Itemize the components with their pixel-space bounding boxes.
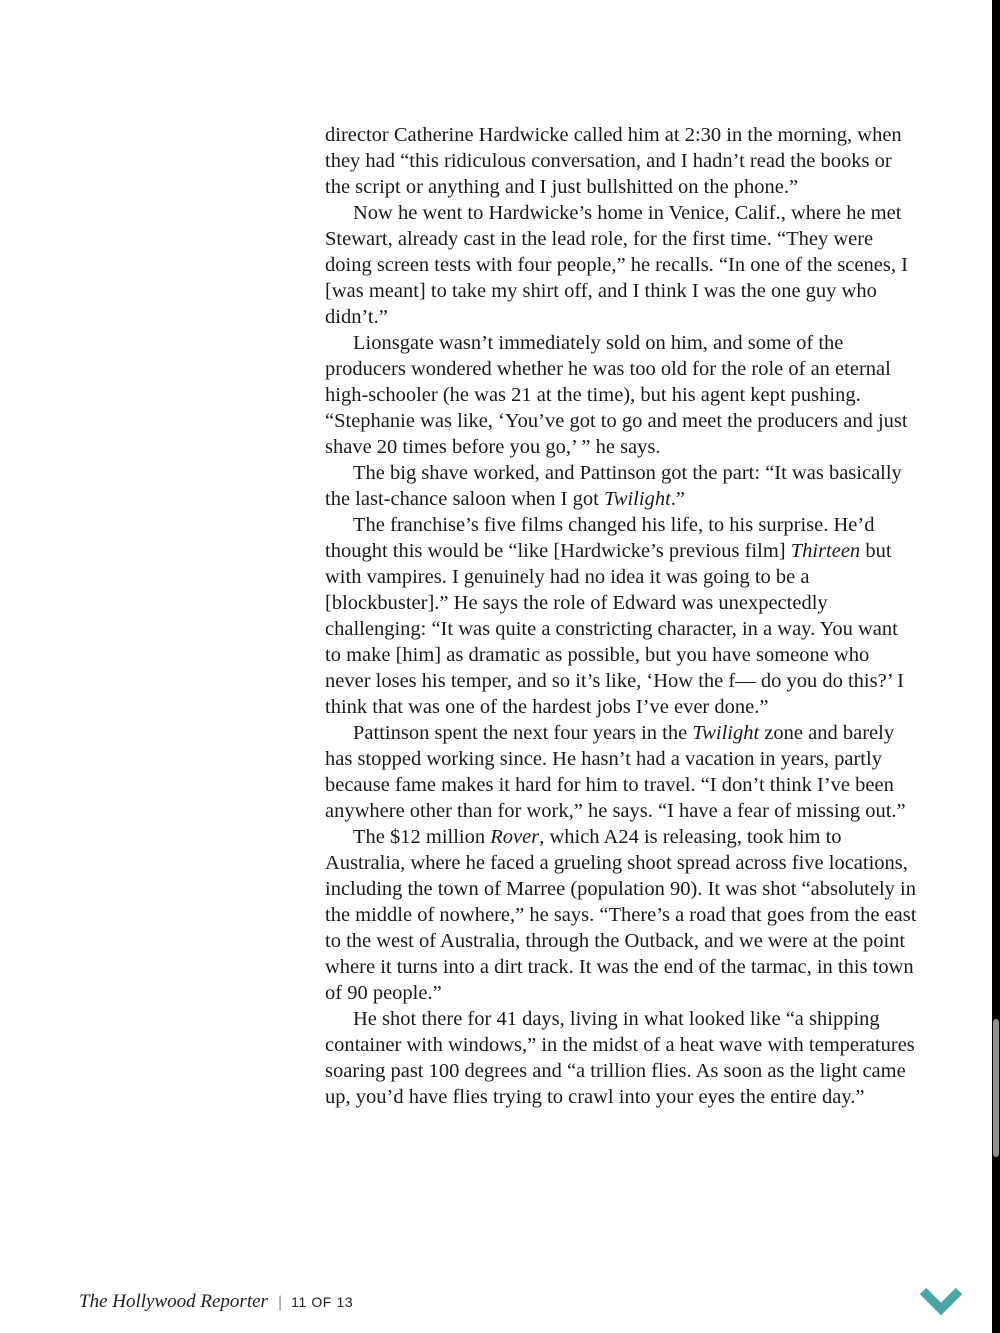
article-paragraph xyxy=(325,460,917,512)
body-text: He shot there for 41 days, living in what looked like “a shipping container with windows,” in the midst of a heat wave with temperatures soaring past 100 degrees and “a trillion flies. As soon as the light came up, you’d have flies trying to crawl into your eyes the entire day.” xyxy=(325,1008,915,1108)
body-text: , which A24 is releasing, took him to Australia, where he faced a grueling shoot spread across five locations, including the town of Marree (population 90). It was shot “absolutely in the middle of nowhere,” he says. “There’s a road that goes from the east to the west of Australia, through the Outback, and we were at the point where it turns into a dirt track. It was the end of the tarmac, in this town of 90 people.” xyxy=(325,826,917,1004)
article-body xyxy=(325,122,917,1110)
italic-text: Twilight xyxy=(692,722,760,744)
article-paragraph xyxy=(325,512,917,720)
article-paragraph xyxy=(325,824,917,1006)
body-text: Now he went to Hardwicke’s home in Venice, Calif., where he met Stewart, already cast in the lead role, for the first time. “They were doing screen tests with four people,” he recalls. “In one of the scenes, I [was meant] to take my shirt off, and I think I was the one guy who didn’t.” xyxy=(325,202,908,328)
body-text: The $12 million xyxy=(353,826,491,848)
article-paragraph xyxy=(325,200,917,330)
chevron-down-icon xyxy=(918,1285,964,1317)
body-text: The franchise’s five films changed his life, to his surprise. He’d thought this would be “like [Hardwicke’s previous film] xyxy=(325,514,875,562)
article-paragraph xyxy=(325,1006,917,1110)
next-page-button[interactable] xyxy=(918,1285,964,1317)
page-indicator: 11 OF 13 xyxy=(291,1294,354,1310)
footer-separator: | xyxy=(277,1294,283,1311)
footer xyxy=(79,1291,353,1313)
body-text: zone and barely has stopped working since. He hasn’t had a vacation in years, partly because fame makes it hard for him to travel. “I don’t think I’ve been anywhere other than for work,” he says. “I have a fear of missing out.” xyxy=(325,722,906,822)
article-paragraph xyxy=(325,330,917,460)
body-text: Pattinson spent the next four years in the xyxy=(353,722,693,744)
article-paragraph xyxy=(325,122,917,200)
italic-text: Rover xyxy=(490,826,540,848)
italic-text: Thirteen xyxy=(790,540,861,562)
body-text: .” xyxy=(670,488,686,510)
body-text: Lionsgate wasn’t immediately sold on him, and some of the producers wondered whether he was too old for the role of an eternal high-schooler (he was 21 at the time), but his agent kept pushing. “Stephanie was like, ‘You’ve got to go and meet the producers and just shave 20 times before you go,’ ” he says. xyxy=(325,332,908,458)
italic-text: Twilight xyxy=(603,488,671,510)
article-paragraph xyxy=(325,720,917,824)
body-text: but with vampires. I genuinely had no idea it was going to be a [blockbuster].” He says the role of Edward was unexpectedly challenging: “It was quite a constricting character, in a way. You want to make [him] as dramatic as possible, but you have someone who never loses his temper, and so it’s like, ‘How the f— do you do this?’ I think that was one of the hardest jobs I’ve ever done.” xyxy=(325,540,904,718)
body-text: director Catherine Hardwicke called him at 2:30 in the morning, when they had “this ridiculous conversation, and I hadn’t read the books or the script or anything and I just bullshitted on the phone.” xyxy=(325,124,902,198)
scrollbar-thumb[interactable] xyxy=(993,1019,999,1157)
publication-name: The Hollywood Reporter xyxy=(79,1291,268,1312)
body-text: The big shave worked, and Pattinson got the part: “It was basically the last-chance saloon when I got xyxy=(325,462,902,510)
scrollbar-track[interactable] xyxy=(992,0,1000,1333)
